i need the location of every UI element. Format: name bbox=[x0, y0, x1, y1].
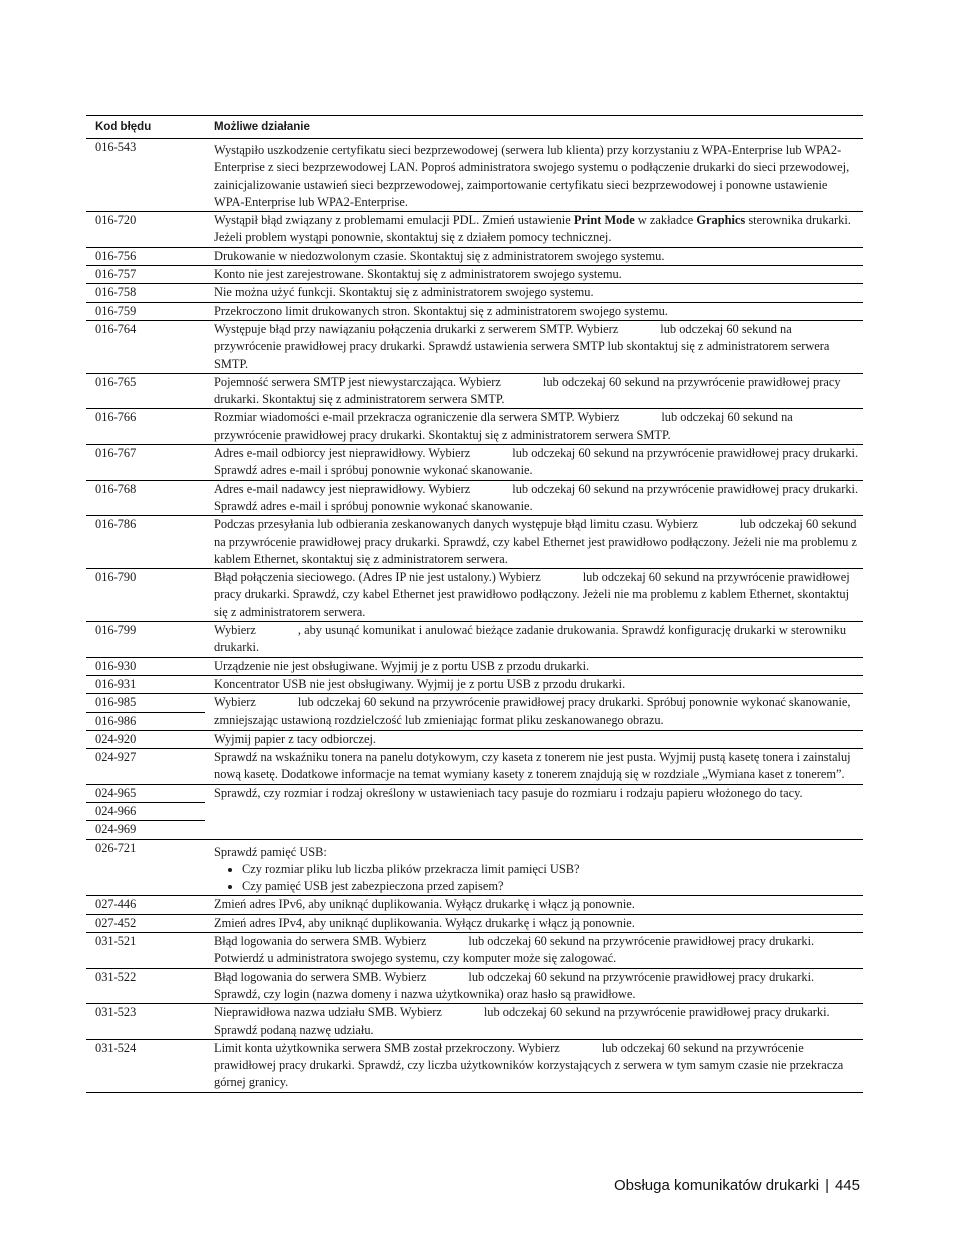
list-item: • Czy pamięć USB jest zabezpieczona przed zapisem? bbox=[242, 878, 860, 895]
table-row bbox=[86, 968, 863, 1004]
page-footer bbox=[614, 1177, 860, 1194]
table-row bbox=[86, 839, 863, 896]
error-code: 016-930 bbox=[86, 657, 205, 675]
error-code: 027-446 bbox=[86, 896, 205, 914]
error-code: 016-758 bbox=[86, 284, 205, 302]
bullet-list bbox=[214, 861, 860, 896]
error-code: 024-927 bbox=[86, 749, 205, 785]
action-text bbox=[205, 839, 863, 896]
action-text: Sprawdź, czy rozmiar i rodzaj określony w ustawieniach tacy pasuje do rozmiaru i rodzaju papieru włożonego do tacy. bbox=[205, 784, 863, 839]
action-text: Adres e-mail odbiorcy jest nieprawidłowy. Wybierz lub odczekaj 60 sekund na przywrócenie prawidłowej pracy drukarki. Sprawdź adres e-mail i spróbuj ponownie wykonać skanowanie. bbox=[205, 445, 863, 481]
action-text: Zmień adres IPv6, aby uniknąć duplikowania. Wyłącz drukarkę i włącz ją ponownie. bbox=[205, 896, 863, 914]
error-code: 016-931 bbox=[86, 675, 205, 693]
table-row bbox=[86, 784, 863, 839]
error-code: 024-969 bbox=[95, 822, 137, 837]
error-code: 016-768 bbox=[86, 480, 205, 516]
error-code: 016-799 bbox=[86, 622, 205, 658]
list-item: • Czy rozmiar pliku lub liczba plików przekracza limit pamięci USB? bbox=[242, 861, 860, 878]
action-text: Podczas przesyłania lub odbierania zeskanowanych danych występuje błąd limitu czasu. Wybierz lub odczekaj 60 sekund na przywrócenie prawidłowej pracy drukarki. Sprawdź, czy kabel Ethernet jest prawidłowo podłączony. Jeżeli nie ma problemu z kablem Ethernet, skontaktuj się z administratorem serwera. bbox=[205, 516, 863, 569]
action-text: Konto nie jest zarejestrowane. Skontaktuj się z administratorem swojego systemu. bbox=[205, 266, 863, 284]
table-row bbox=[86, 247, 863, 265]
error-code: 016-756 bbox=[86, 247, 205, 265]
header-action: Możliwe działanie bbox=[205, 116, 863, 139]
table-row bbox=[86, 1039, 863, 1092]
header-code: Kod błędu bbox=[86, 116, 205, 139]
action-text: Błąd logowania do serwera SMB. Wybierz lub odczekaj 60 sekund na przywrócenie prawidłowej pracy drukarki. Sprawdź, czy login (nazwa domeny i nazwa użytkownika) oraz hasło są prawidłowe. bbox=[205, 968, 863, 1004]
table-row bbox=[86, 139, 863, 212]
table-row bbox=[86, 933, 863, 969]
action-text: Rozmiar wiadomości e-mail przekracza ograniczenie dla serwera SMTP. Wybierz lub odczekaj 60 sekund na przywrócenie prawidłowej pracy drukarki. Skontaktuj się z administratorem serwera SMTP. bbox=[205, 409, 863, 445]
error-codes-group bbox=[86, 784, 205, 839]
table-header-row bbox=[86, 116, 863, 139]
table-row bbox=[86, 516, 863, 569]
error-code: 016-757 bbox=[86, 266, 205, 284]
page-number: 445 bbox=[834, 1177, 860, 1194]
table-row bbox=[86, 896, 863, 914]
table-row bbox=[86, 569, 863, 622]
error-code: 016-764 bbox=[86, 320, 205, 373]
table-row bbox=[86, 675, 863, 693]
table-row bbox=[86, 320, 863, 373]
error-code: 016-765 bbox=[86, 373, 205, 409]
action-text: Zmień adres IPv4, aby uniknąć duplikowania. Wyłącz drukarkę i włącz ją ponownie. bbox=[205, 914, 863, 932]
chapter-title: Obsługa komunikatów drukarki bbox=[613, 1177, 820, 1194]
table-row bbox=[86, 914, 863, 932]
action-text: Wystąpiło uszkodzenie certyfikatu sieci bezprzewodowej (serwera lub klienta) przy korzystaniu z WPA-Enterprise lub WPA2-Enterprise z sieci bezprzewodowej LAN. Poproś administratora swojego systemu o podłączenie drukarki do sieci przewodowej, zainicjalizowanie ustawień sieci bezprzewodowej, zaimportowanie certyfikatu sieci bezprzewodowej i ponowne ustawienie WPA-Enterprise lub WPA2-Enterprise. bbox=[205, 139, 863, 212]
error-code: 016-786 bbox=[86, 516, 205, 569]
error-codes-group bbox=[86, 694, 205, 731]
table-row bbox=[86, 212, 863, 248]
table-row bbox=[86, 1004, 863, 1040]
action-text: Pojemność serwera SMTP jest niewystarczająca. Wybierz lub odczekaj 60 sekund na przywrócenie prawidłowej pracy drukarki. Skontaktuj się z administratorem serwera SMTP. bbox=[205, 373, 863, 409]
action-text: Błąd logowania do serwera SMB. Wybierz lub odczekaj 60 sekund na przywrócenie prawidłowej pracy drukarki. Potwierdź u administratora swojego systemu, czy komputer może się zalogować. bbox=[205, 933, 863, 969]
table-row bbox=[86, 409, 863, 445]
action-text: Drukowanie w niedozwolonym czasie. Skontaktuj się z administratorem swojego systemu. bbox=[205, 247, 863, 265]
action-text: Wyjmij papier z tacy odbiorczej. bbox=[205, 730, 863, 748]
action-text: Urządzenie nie jest obsługiwane. Wyjmij je z portu USB z przodu drukarki. bbox=[205, 657, 863, 675]
error-code: 016-767 bbox=[86, 445, 205, 481]
error-codes-table bbox=[86, 115, 863, 1093]
action-text: Limit konta użytkownika serwera SMB został przekroczony. Wybierz lub odczekaj 60 sekund na przywrócenie prawidłowej pracy drukarki. Sprawdź, czy liczba użytkowników korzystających z serwera w tym samym czasie nie przekracza górnej granicy. bbox=[205, 1039, 863, 1092]
table-row bbox=[86, 373, 863, 409]
error-code: 016-543 bbox=[86, 139, 205, 212]
error-code: 016-985 bbox=[86, 694, 205, 712]
action-text: Wybierz lub odczekaj 60 sekund na przywrócenie prawidłowej pracy drukarki. Spróbuj ponownie wykonać skanowanie, zmniejszając ustawioną rozdzielczość lub zmieniając format pliku zeskanowanego obrazu. bbox=[205, 694, 863, 731]
error-code: 024-920 bbox=[86, 730, 205, 748]
table-row bbox=[86, 694, 863, 731]
action-text: Wystąpił błąd związany z problemami emulacji PDL. Zmień ustawienie Print Mode w zakładce Graphics sterownika drukarki. Jeżeli problem wystąpi ponownie, skontaktuj się z działem pomocy technicznej. bbox=[205, 212, 863, 248]
table-row bbox=[86, 445, 863, 481]
table-row bbox=[86, 480, 863, 516]
intro-text: Sprawdź pamięć USB: bbox=[214, 844, 327, 859]
error-code: 031-522 bbox=[86, 968, 205, 1004]
error-code: 016-790 bbox=[86, 569, 205, 622]
table-row bbox=[86, 657, 863, 675]
error-code: 024-965 bbox=[86, 785, 205, 803]
error-code: 016-720 bbox=[86, 212, 205, 248]
error-code: 027-452 bbox=[86, 914, 205, 932]
action-text: Przekroczono limit drukowanych stron. Skontaktuj się z administratorem swojego systemu. bbox=[205, 302, 863, 320]
action-text: Występuje błąd przy nawiązaniu połączenia drukarki z serwerem SMTP. Wybierz lub odczekaj 60 sekund na przywrócenie prawidłowej pracy drukarki. Sprawdź ustawienia serwera SMTP lub skontaktuj się z administratorem serwera SMTP. bbox=[205, 320, 863, 373]
action-text: Wybierz , aby usunąć komunikat i anulować bieżące zadanie drukowania. Sprawdź konfigurację drukarki w sterowniku drukarki. bbox=[205, 622, 863, 658]
footer-separator: | bbox=[825, 1177, 829, 1194]
action-text: Adres e-mail nadawcy jest nieprawidłowy. Wybierz lub odczekaj 60 sekund na przywrócenie prawidłowej pracy drukarki. Sprawdź adres e-mail i spróbuj ponownie wykonać skanowanie. bbox=[205, 480, 863, 516]
action-text: Błąd połączenia sieciowego. (Adres IP nie jest ustalony.) Wybierz lub odczekaj 60 sekund na przywrócenie prawidłowej pracy drukarki. Sprawdź, czy kabel Ethernet jest prawidłowo podłączony. Jeżeli nie ma problemu z kablem Ethernet, skontaktuj się z administratorem serwera. bbox=[205, 569, 863, 622]
error-code: 031-524 bbox=[86, 1039, 205, 1092]
action-text: Nie można użyć funkcji. Skontaktuj się z administratorem swojego systemu. bbox=[205, 284, 863, 302]
table-row bbox=[86, 730, 863, 748]
table-row bbox=[86, 266, 863, 284]
action-text: Koncentrator USB nie jest obsługiwany. Wyjmij je z portu USB z przodu drukarki. bbox=[205, 675, 863, 693]
table-row bbox=[86, 622, 863, 658]
error-code: 026-721 bbox=[86, 839, 205, 896]
error-code: 016-766 bbox=[86, 409, 205, 445]
error-code: 016-986 bbox=[95, 713, 137, 728]
error-code: 031-523 bbox=[86, 1004, 205, 1040]
error-code: 024-966 bbox=[86, 803, 205, 821]
table-row bbox=[86, 302, 863, 320]
action-text: Sprawdź na wskaźniku tonera na panelu dotykowym, czy kaseta z tonerem nie jest pusta. Wyjmij pustą kasetę tonera i zainstaluj nową kasetę. Dodatkowe informacje na temat wymiany kasety z tonerem znajdują się w rozdziale „Wymiana kaset z tonerem”. bbox=[205, 749, 863, 785]
error-code: 031-521 bbox=[86, 933, 205, 969]
table-row bbox=[86, 749, 863, 785]
action-text: Nieprawidłowa nazwa udziału SMB. Wybierz lub odczekaj 60 sekund na przywrócenie prawidłowej pracy drukarki. Sprawdź podaną nazwę udziału. bbox=[205, 1004, 863, 1040]
error-code: 016-759 bbox=[86, 302, 205, 320]
table-row bbox=[86, 284, 863, 302]
